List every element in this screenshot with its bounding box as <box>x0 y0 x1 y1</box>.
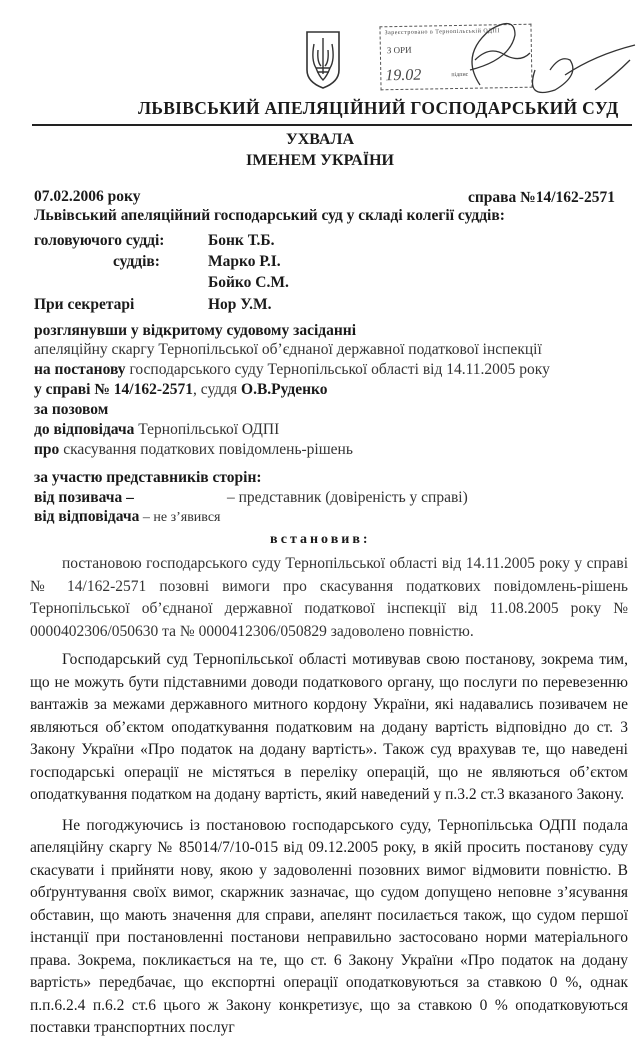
coat-of-arms-trident-icon <box>305 30 341 90</box>
stamp-line: З ОРИ <box>386 44 412 56</box>
paragraph-court-reasoning: Господарський суд Тернопільської області мотивував свою постанову, зокрема тим, що не можуть бути підставними доводи податкового органу, що послуги по перевезенню вантажів за межами державного митного кордону України, які надавались позивачем не являються об’єктом оподаткування податковим на додану вартість відповідно до ст. 3 Закону України «Про податок на додану вартість». Також суд врахував те, що наведені господарські операції не містяться в переліку операцій, що не являються об’єктом оподаткування податком на додану вартість, який наведений у п.3.2 ст.3 вказаного Закону. <box>30 651 628 803</box>
plaintiff-representative-text: – представник (довіреність у справі) <box>227 489 468 506</box>
defendant-name: Тернопільської ОДПІ <box>134 421 280 438</box>
defendant-representative-line <box>34 508 220 527</box>
ruling-body <box>30 553 628 1040</box>
considered-line: розглянувши у відкритому судовому засіданні <box>34 322 357 339</box>
ruling-reference-label: на постанову <box>34 361 126 378</box>
stamp-suffix: підпис <box>451 71 469 79</box>
paragraph-first-instance-ruling: постановою господарського суду Тернопільської області від 14.11.2005 року у справі № 14/162-2571 позовні вимоги про скасування податкових повідомлень-рішень Тернопільської об’єднаної державної податкової інспекції від 11.08.2005 року № 0000402306/050630 та № 0000412306/050829 задоволено повністю. <box>30 555 628 640</box>
participants-heading: за участю представників сторін: <box>34 469 262 486</box>
document-subtitle: ІМЕНЕМ УКРАЇНИ <box>246 152 394 169</box>
case-number: справа №14/162-2571 <box>468 189 615 206</box>
subject-label: про <box>34 441 60 458</box>
subject-line <box>34 441 353 459</box>
ruling-date: 07.02.2006 року <box>34 188 141 205</box>
subject-text: скасування податкових повідомлень-рішень <box>59 441 353 458</box>
secretary-label: При секретарі <box>34 296 135 313</box>
defendant-label: до відповідача <box>34 421 135 438</box>
handwritten-signature <box>420 15 640 100</box>
secretary-name: Нор У.М. <box>208 296 272 313</box>
case-reference-text: , суддя <box>193 381 242 398</box>
paragraph-appeal-arguments: Не погоджуючись із постановою господарського суду, Тернопільська ОДПІ подала апеляційну скаргу № 85014/7/10-015 від 09.12.2005 року, в якій просить постанову суду скасувати і прийняти нову, якою у задоволенні позовних вимог відмовити повністю. В обґрунтування своїх вимог, скаржник зазначає, що судом допущено неповне з’ясування обставин, що мають значення для справи, апелянт посилається також, що судом першої інстанції при постановленні постанови неправильно застосовано норми матеріального права. Зокрема, покликається на те, що ст. 6 Закону України «Про податок на додану вартість» передбачає, що експортні операції оподатковуються за ставкою 0 %, однак п.п.6.2.4 п.6.2 ст.6 цього ж Закону конкретизує, що за ставкою 0 % оподатковуються поставки транспортних послуг <box>30 816 628 1036</box>
appeal-line: апеляційну скаргу Тернопільської об’єднаної державної податкової інспекції <box>34 341 542 358</box>
claim-line: за позовом <box>34 401 109 418</box>
defendant-representative-text: – не з’явився <box>139 510 221 525</box>
court-composition: Львівський апеляційний господарський суд у складі колегії суддів: <box>34 207 505 224</box>
ruling-reference-text: господарського суду Тернопільської області від 14.11.2005 року <box>125 361 550 378</box>
judge-name: Бойко С.М. <box>208 274 289 291</box>
court-name-heading: ЛЬВІВСЬКИЙ АПЕЛЯЦІЙНИЙ ГОСПОДАРСЬКИЙ СУД <box>138 98 619 118</box>
presiding-judge-name: Бонк Т.Б. <box>208 232 275 249</box>
presiding-judge-label: головуючого судді: <box>34 232 165 249</box>
ruling-reference-line <box>34 361 550 379</box>
defendant-representative-label: від відповідача <box>34 508 140 525</box>
case-reference-number: у справі № 14/162-2571 <box>34 381 194 398</box>
plaintiff-representative-label: від позивача – <box>34 489 134 506</box>
stamp-header: Зареєстровано в Тернопільській ОДПІ <box>384 28 500 37</box>
document-type-title: УХВАЛА <box>286 131 354 148</box>
case-reference-line <box>34 381 328 399</box>
defendant-line <box>34 421 279 439</box>
established-heading: встановив: <box>270 532 371 547</box>
header-divider <box>32 124 632 126</box>
stamp-date: 19.02 <box>385 66 422 85</box>
judge-name: Марко Р.І. <box>208 253 281 270</box>
first-instance-judge: О.В.Руденко <box>241 381 328 398</box>
judges-label: суддів: <box>113 253 160 270</box>
